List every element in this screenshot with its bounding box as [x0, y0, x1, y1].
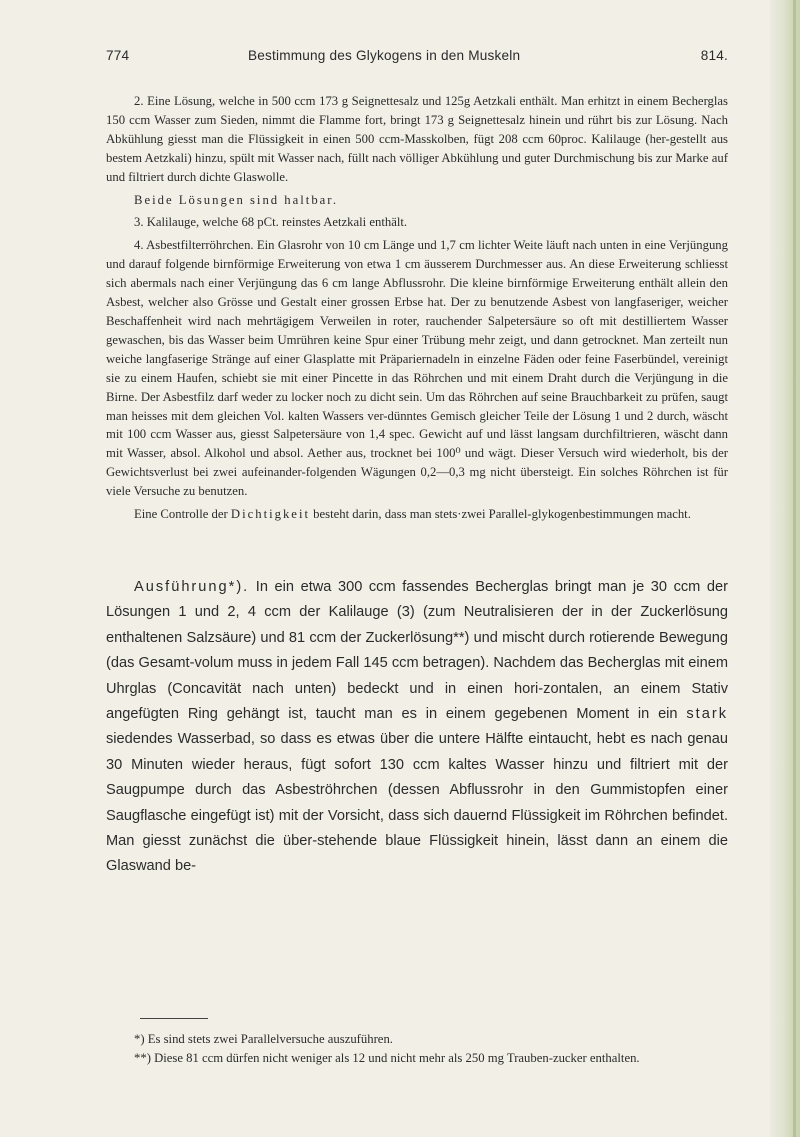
footnote-divider	[140, 1018, 208, 1019]
stability-note	[106, 191, 728, 210]
footnote-1: *) Es sind stets zwei Parallelversuche auszuführen.	[134, 1032, 393, 1046]
control-text-before: Eine Controlle der	[134, 507, 231, 522]
paragraph-procedure	[106, 575, 728, 880]
stability-text: Beide Lösungen sind haltbar.	[134, 192, 338, 207]
procedure-heading: Ausführung*).	[134, 579, 250, 595]
page-edge-shadow	[793, 0, 796, 1137]
footnotes	[106, 1030, 728, 1067]
reagent-list	[106, 92, 728, 524]
paragraph-asbestos-tube: 4. Asbestfilterröhrchen. Ein Glasrohr von 10 cm Länge und 1,7 cm lichter Weite läuft nach unten in eine Verjüngung und darauf folgende birnförmige Erweiterung von etwa 1 cm äusserem Durchmesser aus. An diese Erweiterung schliesst sich abermals nach einer Verjüngung das 6 cm lange Abflussrohr. Die kleine birnförmige Erweiterung enthält allein den Asbest, welcher also Grösse und Gestalt einer grossen Erbse hat. Der zu benutzende Asbest von langfaseriger, weicher Beschaffenheit wird nach mehrtägigem Verweilen in roter, rauchender Salpetersäure so oft mit destilliertem Wasser gewaschen, bis das Wasser beim Umrühren keine Spur einer Trübung mehr zeigt, und dann getrocknet. Man zerteilt nun weiche langfaserige Stränge auf einer Glasplatte mit Präpariernadeln in einzelne Fäden oder feine Faserbündel, vereinigt sie zu einem Haufen, schiebt sie mit einer Pincette in das Röhrchen und mit einem Draht durch die Verjüngung in die Birne. Der Asbestfilz darf weder zu locker noch zu dicht sein. Um das Röhrchen auf seine Brauchbarkeit zu prüfen, saugt man heisses mit dem gleichen Vol. kalten Wassers ver-dünntes Gemisch gleicher Teile der Lösung 1 und 2 durch, wäscht mit 100 ccm Wasser aus, giesst Salpetersäure von 1,4 spec. Gewicht auf und lässt langsam durchfiltrieren, wäscht dann mit Wasser, absol. Alkohol und absol. Aether aus, trocknet bei 100⁰ und wägt. Dieser Versuch wird wiederholt, bis der Gewichtsverlust bei zwei aufeinander-folgenden Wägungen 0,2—0,3 mg nicht übersteigt. Ein solches Röhrchen ist für viele Versuche zu benutzen.	[106, 238, 728, 499]
paragraph-solution-2: 2. Eine Lösung, welche in 500 ccm 173 g Seignettesalz und 125g Aetzkali enthält. Man erhitzt in einem Becherglas 150 ccm Wasser zum Sieden, nimmt die Flamme fort, bringt 173 g Seignettesalz hinein und rührt bis zur Lösung. Nach Abkühlung giesst man die Flüssigkeit in einen 500 ccm-Masskolben, fügt 208 ccm 60proc. Kalilauge (her-gestellt aus bestem Aetzkali) hinzu, spült mit Wasser nach, füllt nach völliger Abkühlung und guter Durchmischung bis zur Marke auf und filtriert durch dichte Glaswolle.	[106, 94, 728, 184]
procedure-text-2: siedendes Wasserbad, so dass es etwas über die untere Hälfte eintaucht, hebt es nach genau 30 Minuten wieder heraus, fügt sofort 130 ccm kaltes Wasser hinzu und filtriert mit der Saugpumpe durch das Asbeströhrchen (dessen Abflussrohr in den Gummistopfen einer Saugflasche eingefügt ist) mit der Vorsicht, dass sich dauernd Flüssigkeit im Röhrchen befindet. Man giesst zunächst die über-stehende blaue Flüssigkeit hinein, lässt dann an einem die Glaswand be-	[106, 731, 728, 875]
footnote-2: **) Diese 81 ccm dürfen nicht weniger als 12 und nicht mehr als 250 mg Trauben-zucker enthalten.	[134, 1050, 640, 1065]
paragraph-kalilauge: 3. Kalilauge, welche 68 pCt. reinstes Aetzkali enthält.	[134, 215, 408, 230]
running-title: Bestimmung des Glykogens in den Muskeln	[248, 48, 521, 63]
control-text-after: besteht darin, dass man stets·zwei Parallel-glykogenbestimmungen macht.	[310, 507, 691, 522]
paragraph-control	[106, 505, 728, 524]
procedure-emphasis: stark	[686, 706, 728, 723]
page-number: 774	[106, 48, 130, 63]
procedure-section	[106, 575, 728, 880]
control-keyword: Dichtigkeit	[230, 507, 310, 522]
procedure-text-1: In ein etwa 300 ccm fassendes Becherglas bringt man je 30 ccm der Lösungen 1 und 2, 4 ccm der Kalilauge (3) (zum Neutralisieren der in der Zuckerlösung enthaltenen Salzsäure) und 81 ccm der Zuckerlösung**) und mischt durch rotierende Bewegung (das Gesamt-volum muss in jedem Fall 145 ccm betragen). Nachdem das Becherglas mit einem Uhrglas (Concavität nach unten) bedeckt und in einen hori-zontalen, an einem Stativ angefügten Ring gehängt ist, taucht man es in einem gegebenen Moment in ein	[106, 579, 728, 723]
section-number: 814.	[700, 48, 728, 63]
